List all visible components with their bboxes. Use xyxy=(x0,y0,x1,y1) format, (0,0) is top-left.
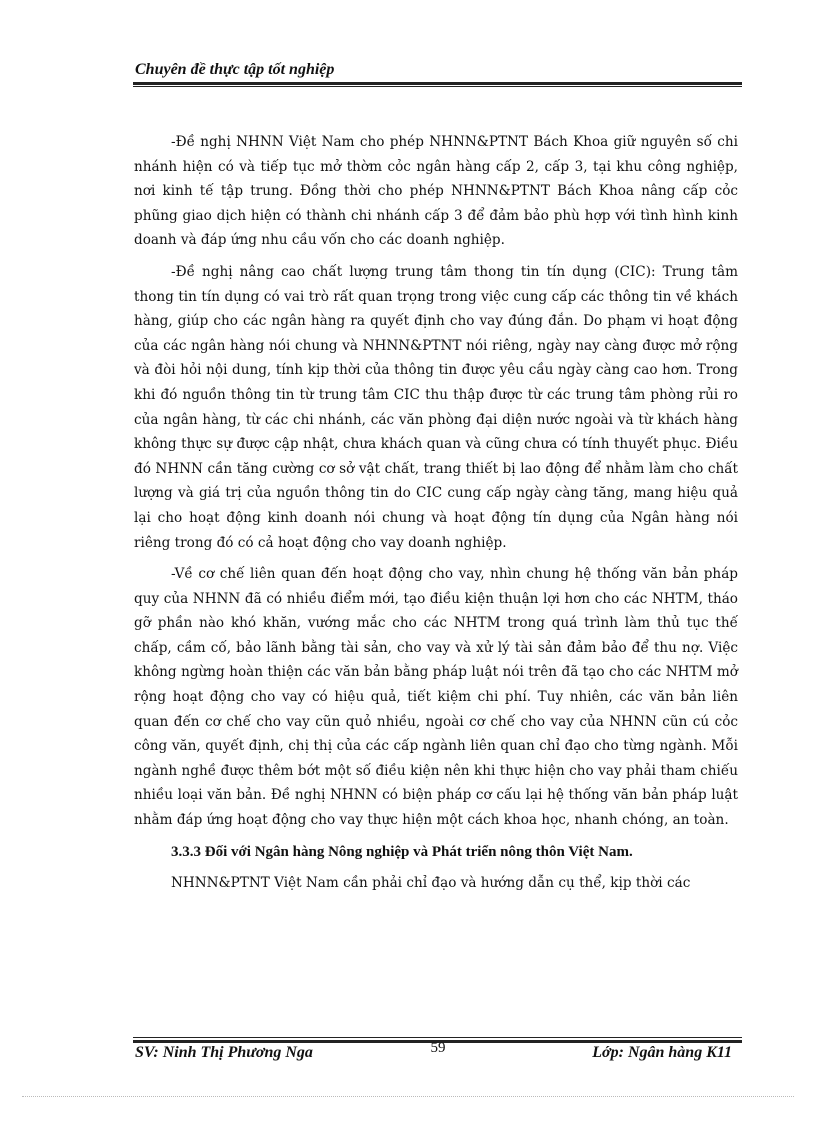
header-rule-thin xyxy=(133,86,742,87)
paragraph-cic: -Đề nghị nâng cao chất lượng trung tâm thong tin tín dụng (CIC): Trung tâm thong tin tín dụng có vai trò rất quan trọng trong việc cung cấp các thông tin về khách hàng, giúp cho các ngân hàng ra quyết định cho vay đúng đắn. Do phạm vi hoạt động của các ngân hàng nói chung và NHNN&PTNT nói riêng, ngày nay càng được mở rộng và đòi hỏi nội dung, tính kịp thời của thông tin được yêu cầu ngày càng cao hơn. Trong khi đó nguồn thông tin từ trung tâm CIC thu thập được từ các trung tâm phòng rủi ro của ngân hàng, từ các chi nhánh, các văn phòng đại diện nước ngoài và từ khách hàng không thực sự được cập nhật, chưa khách quan và cũng chưa có tính thuyết phục. Điều đó NHNN cần tăng cường cơ sở vật chất, trang thiết bị lao động để nhằm làm cho chất lượng và giá trị của nguồn thông tin do CIC cung cấp ngày càng tăng, mang hiệu quả lại cho hoạt động kinh doanh nói chung và hoạt động tín dụng của Ngân hàng nói riêng trong đó có cả hoạt động cho vay doanh nghiệp. xyxy=(134,263,738,551)
footer-student-name: SV: Ninh Thị Phương Nga xyxy=(135,1044,313,1061)
header-rule-thick xyxy=(133,82,742,85)
page-boundary-dots xyxy=(22,1096,794,1097)
page-number: 59 xyxy=(430,1040,446,1056)
section-heading: 3.3.3 Đối với Ngân hàng Nông nghiệp và Phát triển nông thôn Việt Nam. xyxy=(171,843,633,860)
footer-rule-thin xyxy=(133,1037,742,1038)
header-title: Chuyên đề thực tập tốt nghiệp xyxy=(135,61,335,78)
paragraph-agribank: NHNN&PTNT Việt Nam cần phải chỉ đạo và hướng dẫn cụ thể, kịp thời các xyxy=(171,875,691,892)
paragraph-lending-mechanism: -Về cơ chế liên quan đến hoạt động cho vay, nhìn chung hệ thống văn bản pháp quy của NHNN đã có nhiều điểm mới, tạo điều kiện thuận lợi hơn cho các NHTM, tháo gỡ phần nào khó khăn, vướng mắc cho các NHTM trong quá trình làm thủ tục thế chấp, cầm cố, bảo lãnh bằng tài sản, cho vay và xử lý tài sản đảm bảo để thu nợ. Việc không ngừng hoàn thiện các văn bản bằng pháp luật nói trên đã tạo cho các NHTM mở rộng hoạt động cho vay có hiệu quả, tiết kiệm chi phí. Tuy nhiên, các văn bản liên quan đến cơ chế cho vay cũn quỏ nhiều, ngoài cơ chế cho vay của NHNN cũn cú cỏc công văn, quyết định, chị thị của các cấp ngành liên quan chỉ đạo cho từng ngành. Mỗi ngành nghề được thêm bớt một số điều kiện nên khi thực hiện cho vay phải tham chiếu nhiều loại văn bản. Đề nghị NHNN có biện pháp cơ cấu lại hệ thống văn bản pháp luật nhằm đáp ứng hoạt động cho vay thực hiện một cách khoa học, nhanh chóng, an toàn. xyxy=(134,566,738,829)
paragraph-branch-network: -Đề nghị NHNN Việt Nam cho phép NHNN&PTNT Bách Khoa giữ nguyên số chi nhánh hiện có và tiếp tục mở thờm cỏc ngân hàng cấp 2, cấp 3, tại khu công nghiệp, nơi kinh tế tập trung. Đồng thời cho phép NHNN&PTNT Bách Khoa nâng cấp cỏc phũng giao dịch hiện có thành chi nhánh cấp 3 để đảm bảo phù hợp với tình hình kinh doanh và đáp ứng nhu cầu vốn cho các doanh nghiệp. xyxy=(134,134,738,249)
body-text xyxy=(134,130,738,903)
footer-class: Lớp: Ngân hàng K11 xyxy=(592,1044,732,1061)
